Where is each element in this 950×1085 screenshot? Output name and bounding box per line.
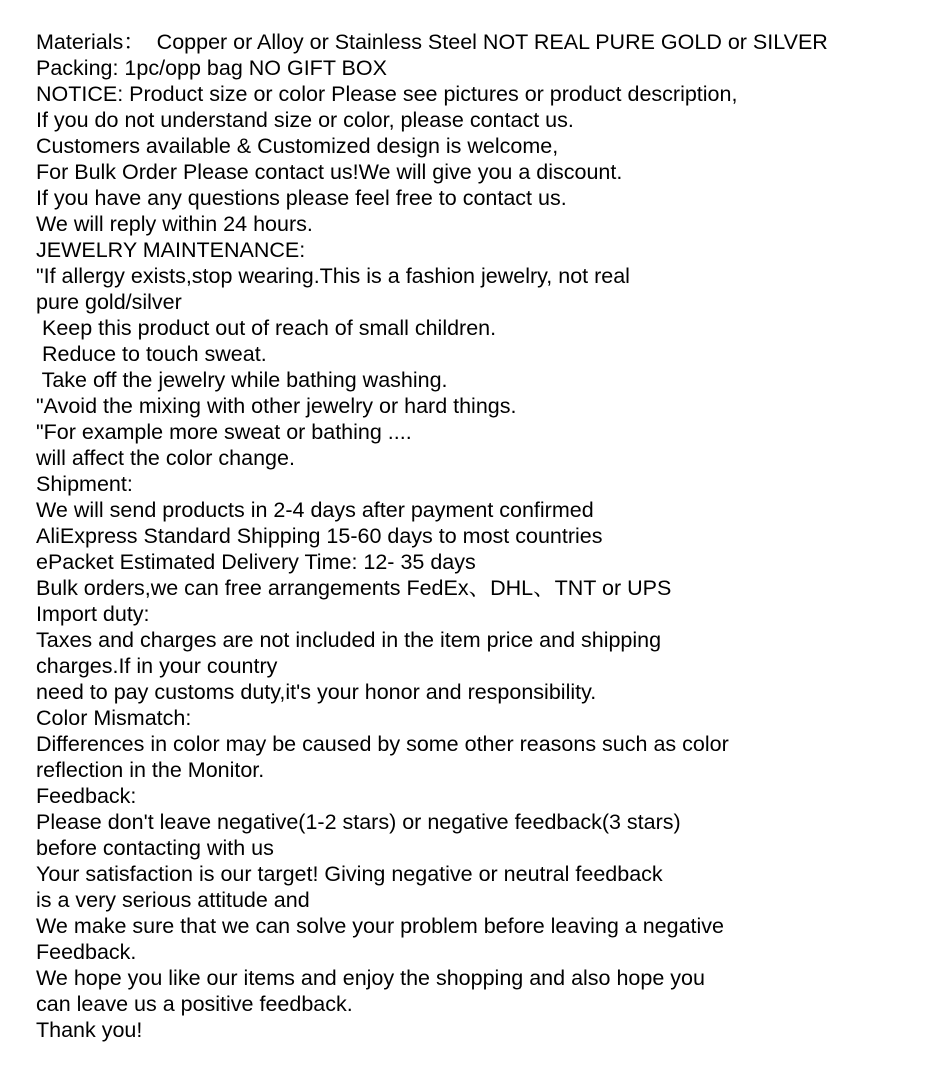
description-line: Take off the jewelry while bathing washing. (36, 368, 448, 392)
product-description-text (36, 29, 936, 1043)
description-line: Differences in color may be caused by some other reasons such as color (36, 732, 729, 756)
description-line: Taxes and charges are not included in the item price and shipping (36, 628, 662, 652)
description-line: AliExpress Standard Shipping 15-60 days to most countries (36, 524, 603, 548)
description-line: JEWELRY MAINTENANCE: (36, 238, 306, 262)
description-line: Thank you! (36, 1018, 143, 1042)
description-line: Bulk orders,we can free arrangements FedEx、DHL、TNT or UPS (36, 576, 672, 600)
description-line: Feedback. (36, 940, 137, 964)
description-line: Feedback: (36, 784, 137, 808)
description-line: Materials： Copper or Alloy or Stainless Steel NOT REAL PURE GOLD or SILVER (36, 30, 828, 54)
description-line: If you have any questions please feel free to contact us. (36, 186, 567, 210)
description-line: Customers available & Customized design is welcome, (36, 134, 559, 158)
description-line: ePacket Estimated Delivery Time: 12- 35 days (36, 550, 476, 574)
description-line: is a very serious attitude and (36, 888, 310, 912)
description-line: If you do not understand size or color, please contact us. (36, 108, 574, 132)
description-line: We will reply within 24 hours. (36, 212, 313, 236)
description-line: pure gold/silver (36, 290, 182, 314)
description-line: NOTICE: Product size or color Please see pictures or product description, (36, 82, 738, 106)
description-line: We make sure that we can solve your problem before leaving a negative (36, 914, 724, 938)
description-line: For Bulk Order Please contact us!We will give you a discount. (36, 160, 623, 184)
description-line: We will send products in 2-4 days after payment confirmed (36, 498, 594, 522)
description-line: Reduce to touch sweat. (36, 342, 267, 366)
description-line: Import duty: (36, 602, 150, 626)
description-line: Keep this product out of reach of small children. (36, 316, 497, 340)
description-line: charges.If in your country (36, 654, 278, 678)
description-line: "If allergy exists,stop wearing.This is a fashion jewelry, not real (36, 264, 630, 288)
description-line: need to pay customs duty,it's your honor and responsibility. (36, 680, 597, 704)
description-line: before contacting with us (36, 836, 274, 860)
description-line: Color Mismatch: (36, 706, 192, 730)
description-line: Packing: 1pc/opp bag NO GIFT BOX (36, 56, 387, 80)
description-line: "Avoid the mixing with other jewelry or hard things. (36, 394, 517, 418)
description-line: will affect the color change. (36, 446, 295, 470)
description-line: reflection in the Monitor. (36, 758, 265, 782)
description-line: Please don't leave negative(1-2 stars) or negative feedback(3 stars) (36, 810, 681, 834)
description-line: Your satisfaction is our target! Giving negative or neutral feedback (36, 862, 663, 886)
description-line: Shipment: (36, 472, 133, 496)
description-line: We hope you like our items and enjoy the shopping and also hope you (36, 966, 705, 990)
description-line: can leave us a positive feedback. (36, 992, 353, 1016)
description-line: "For example more sweat or bathing .... (36, 420, 412, 444)
